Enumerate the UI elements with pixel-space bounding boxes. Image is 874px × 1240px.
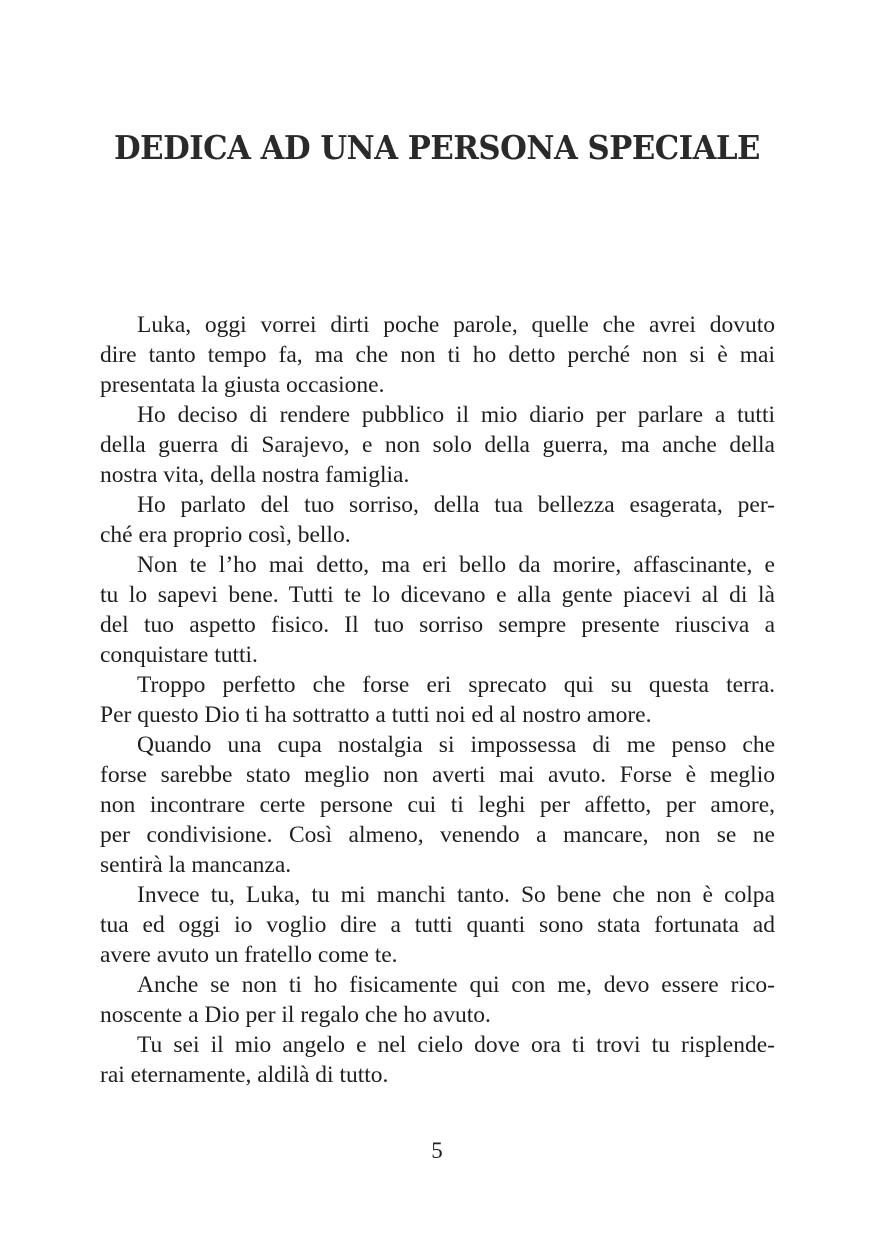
text-line: Per questo Dio ti ha sottratto a tutti noi ed al nostro amore. — [100, 702, 652, 728]
text-line: del tuo aspetto fisico. Il tuo sorriso sempre presente riusciva a — [100, 612, 775, 638]
text-line: rai eternamente, aldilà di tutto. — [100, 1062, 389, 1088]
text-line: ché era proprio così, bello. — [100, 522, 351, 548]
text-line: Tu sei il mio angelo e nel cielo dove ora ti trovi tu risplende- — [137, 1032, 775, 1058]
text-line: forse sarebbe stato meglio non averti mai avuto. Forse è meglio — [100, 762, 775, 788]
text-line: nostra vita, della nostra famiglia. — [100, 462, 410, 488]
text-line: della guerra di Sarajevo, e non solo della guerra, ma anche della — [100, 432, 775, 458]
text-line: Quando una cupa nostalgia si impossessa di me penso che — [137, 732, 775, 758]
text-line: Ho parlato del tuo sorriso, della tua bellezza esagerata, per- — [137, 492, 775, 518]
page-title: DEDICA AD UNA PERSONA SPECIALE — [113, 128, 761, 167]
text-line: Anche se non ti ho fisicamente qui con me, devo essere rico- — [137, 972, 775, 998]
text-line: Ho deciso di rendere pubblico il mio diario per parlare a tutti — [137, 402, 775, 428]
text-line: dire tanto tempo fa, ma che non ti ho detto perché non si è mai — [100, 342, 775, 368]
dedication-body — [100, 310, 775, 1090]
text-line: avere avuto un fratello come te. — [100, 942, 398, 968]
text-line: tu lo sapevi bene. Tutti te lo dicevano e alla gente piacevi al di là — [100, 582, 775, 608]
text-line: presentata la giusta occasione. — [100, 372, 385, 398]
text-line: Troppo perfetto che forse eri sprecato qui su questa terra. — [137, 672, 775, 698]
text-line: per condivisione. Così almeno, venendo a mancare, non se ne — [100, 822, 775, 848]
text-line: conquistare tutti. — [100, 642, 258, 668]
page-number: 5 — [431, 1138, 443, 1163]
text-line: Luka, oggi vorrei dirti poche parole, quelle che avrei dovuto — [137, 312, 775, 338]
text-line: non incontrare certe persone cui ti leghi per affetto, per amore, — [100, 792, 775, 818]
text-line: sentirà la mancanza. — [100, 852, 292, 878]
text-line: tua ed oggi io voglio dire a tutti quanti sono stata fortunata ad — [100, 912, 775, 938]
text-line: Non te l’ho mai detto, ma eri bello da morire, affascinante, e — [137, 552, 775, 578]
text-line: Invece tu, Luka, tu mi manchi tanto. So bene che non è colpa — [137, 882, 775, 908]
text-line: noscente a Dio per il regalo che ho avuto. — [100, 1002, 491, 1028]
